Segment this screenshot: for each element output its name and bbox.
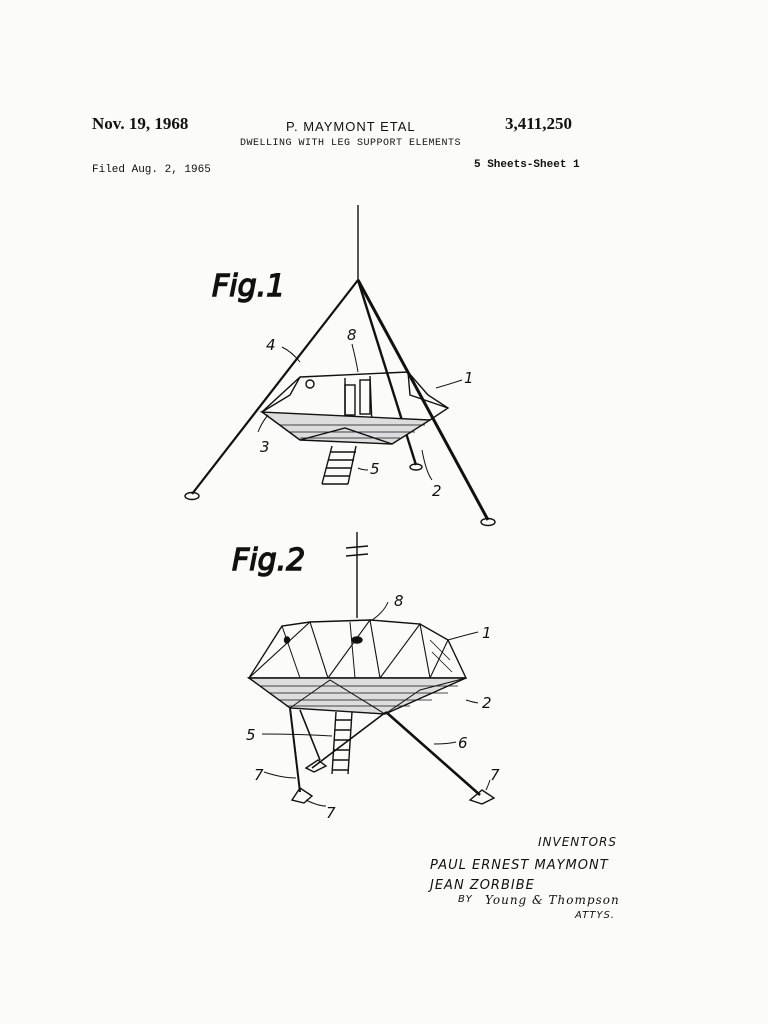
fig1-door <box>360 380 370 414</box>
fig1-ref-4: 4 <box>266 336 276 354</box>
fig2-ref-6: 6 <box>458 734 468 752</box>
inventor-name-1: PAUL ERNEST MAYMONT <box>430 858 609 873</box>
fig1-label: Fig.1 <box>212 269 286 304</box>
inventor-short: P. MAYMONT ETAL <box>286 119 416 134</box>
fig2-ref-1: 1 <box>482 624 492 642</box>
fig1-ref-8: 8 <box>347 326 357 344</box>
figure-1 <box>185 205 495 526</box>
fig2-ladder <box>332 712 352 774</box>
fig1-ref-3: 3 <box>260 438 270 456</box>
fig2-foot-front <box>292 788 312 803</box>
fig2-ref-7a: 7 <box>254 766 264 784</box>
fig2-hull <box>249 678 466 714</box>
fig1-leg-left <box>192 280 358 494</box>
patent-date: Nov. 19, 1968 <box>92 114 189 133</box>
fig2-dome <box>249 620 466 678</box>
fig2-leg-front <box>290 708 300 792</box>
fig2-leg-right <box>386 712 480 795</box>
fig1-window <box>345 385 355 415</box>
filed-date: Filed Aug. 2, 1965 <box>92 164 211 176</box>
fig2-ref-5: 5 <box>246 726 256 744</box>
fig2-ref-7c: 7 <box>326 804 336 822</box>
attys-label: ATTYS. <box>575 910 615 921</box>
fig1-ref-5: 5 <box>370 460 380 478</box>
fig2-label: Fig.2 <box>232 543 306 578</box>
attorney-signature: Young & Thompson <box>485 893 620 907</box>
figure-2 <box>232 532 494 806</box>
fig2-foot-right <box>470 790 494 804</box>
fig1-ref-2: 2 <box>432 482 442 500</box>
sheet-count: 5 Sheets-Sheet 1 <box>474 159 580 171</box>
fig1-ref-1: 1 <box>464 369 474 387</box>
by-label: BY <box>458 894 473 905</box>
inventors-heading: INVENTORS <box>538 835 618 849</box>
fig2-ref-7b: 7 <box>490 766 500 784</box>
fig2-ref-8: 8 <box>394 592 404 610</box>
fig2-ref-2: 2 <box>482 694 492 712</box>
patent-number: 3,411,250 <box>505 114 573 133</box>
patent-title: DWELLING WITH LEG SUPPORT ELEMENTS <box>240 138 462 149</box>
fig2-foot-back <box>306 760 326 772</box>
inventor-name-2: JEAN ZORBIBE <box>430 878 535 893</box>
